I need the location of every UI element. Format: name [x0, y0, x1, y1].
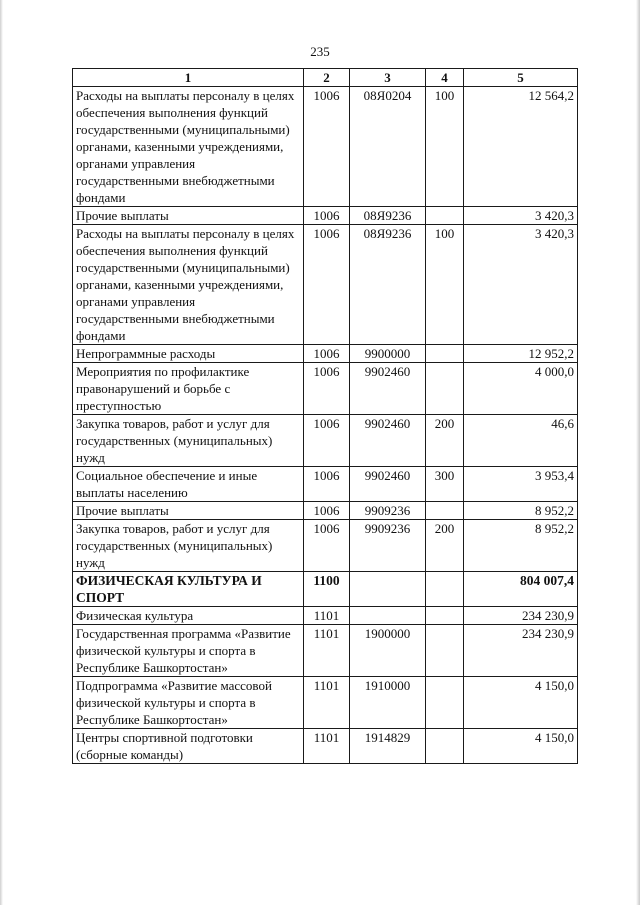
- row-amount-cell: 3 420,3: [464, 207, 578, 225]
- row-section-code-cell: 1006: [304, 225, 350, 345]
- scan-right-edge: [636, 0, 640, 905]
- budget-table: [72, 68, 578, 764]
- table-row: [73, 520, 578, 572]
- row-name-cell: Прочие выплаты: [73, 502, 304, 520]
- row-section-code-cell: 1006: [304, 502, 350, 520]
- row-expense-type-cell: [426, 625, 464, 677]
- row-amount-cell: 234 230,9: [464, 607, 578, 625]
- table-row: [73, 607, 578, 625]
- row-expense-type-cell: 200: [426, 415, 464, 467]
- row-expense-type-cell: 100: [426, 87, 464, 207]
- row-name-cell: ФИЗИЧЕСКАЯ КУЛЬТУРА И СПОРТ: [73, 572, 304, 607]
- row-section-code-cell: 1006: [304, 207, 350, 225]
- row-name-cell: Государственная программа «Развитие физической культуры и спорта в Республике Башкортостан»: [73, 625, 304, 677]
- row-name-cell: Подпрограмма «Развитие массовой физической культуры и спорта в Республике Башкортостан»: [73, 677, 304, 729]
- row-expense-type-cell: [426, 363, 464, 415]
- table-row: [73, 363, 578, 415]
- row-amount-cell: 4 000,0: [464, 363, 578, 415]
- row-amount-cell: 3 420,3: [464, 225, 578, 345]
- row-name-cell: Прочие выплаты: [73, 207, 304, 225]
- row-name-cell: Центры спортивной подготовки (сборные команды): [73, 729, 304, 764]
- row-target-code-cell: 9909236: [350, 502, 426, 520]
- row-expense-type-cell: [426, 345, 464, 363]
- table-header-row: [73, 69, 578, 87]
- table-row: [73, 502, 578, 520]
- table-body: [73, 87, 578, 764]
- header-col-1: 1: [73, 69, 304, 87]
- row-target-code-cell: 08Я9236: [350, 225, 426, 345]
- row-name-cell: Физическая культура: [73, 607, 304, 625]
- table-row: [73, 415, 578, 467]
- table-row: [73, 87, 578, 207]
- table-row: [73, 729, 578, 764]
- row-name-cell: Расходы на выплаты персоналу в целях обеспечения выполнения функций государственными (муниципальными) органами, казенными учреждениями, органами управления государственными внебюджетными фондами: [73, 87, 304, 207]
- row-target-code-cell: 9902460: [350, 467, 426, 502]
- table-row: [73, 572, 578, 607]
- row-target-code-cell: [350, 607, 426, 625]
- row-target-code-cell: 9902460: [350, 415, 426, 467]
- page-number: 235: [310, 44, 330, 59]
- table-row: [73, 467, 578, 502]
- row-target-code-cell: 1910000: [350, 677, 426, 729]
- row-expense-type-cell: [426, 572, 464, 607]
- row-section-code-cell: 1100: [304, 572, 350, 607]
- row-expense-type-cell: [426, 502, 464, 520]
- header-col-2: 2: [304, 69, 350, 87]
- row-section-code-cell: 1006: [304, 520, 350, 572]
- row-name-cell: Непрограммные расходы: [73, 345, 304, 363]
- row-name-cell: Мероприятия по профилактике правонарушений и борьбе с преступностью: [73, 363, 304, 415]
- table-row: [73, 207, 578, 225]
- row-name-cell: Закупка товаров, работ и услуг для государственных (муниципальных) нужд: [73, 520, 304, 572]
- row-target-code-cell: 9909236: [350, 520, 426, 572]
- row-section-code-cell: 1101: [304, 729, 350, 764]
- header-col-4: 4: [426, 69, 464, 87]
- row-amount-cell: 4 150,0: [464, 729, 578, 764]
- row-name-cell: Социальное обеспечение и иные выплаты населению: [73, 467, 304, 502]
- row-amount-cell: 4 150,0: [464, 677, 578, 729]
- row-target-code-cell: 9900000: [350, 345, 426, 363]
- scan-left-edge: [0, 0, 3, 905]
- row-section-code-cell: 1101: [304, 677, 350, 729]
- row-expense-type-cell: [426, 677, 464, 729]
- table-row: [73, 677, 578, 729]
- row-target-code-cell: 08Я0204: [350, 87, 426, 207]
- row-name-cell: Расходы на выплаты персоналу в целях обеспечения выполнения функций государственными (муниципальными) органами, казенными учреждениями, органами управления государственными внебюджетными фондами: [73, 225, 304, 345]
- row-amount-cell: 3 953,4: [464, 467, 578, 502]
- row-section-code-cell: 1006: [304, 467, 350, 502]
- header-col-5: 5: [464, 69, 578, 87]
- row-expense-type-cell: [426, 207, 464, 225]
- table-row: [73, 625, 578, 677]
- row-expense-type-cell: 200: [426, 520, 464, 572]
- row-target-code-cell: 1914829: [350, 729, 426, 764]
- row-amount-cell: 12 952,2: [464, 345, 578, 363]
- row-amount-cell: 8 952,2: [464, 502, 578, 520]
- header-col-3: 3: [350, 69, 426, 87]
- table-row: [73, 225, 578, 345]
- row-expense-type-cell: [426, 607, 464, 625]
- row-amount-cell: 12 564,2: [464, 87, 578, 207]
- row-section-code-cell: 1101: [304, 625, 350, 677]
- row-expense-type-cell: 300: [426, 467, 464, 502]
- row-section-code-cell: 1006: [304, 415, 350, 467]
- row-amount-cell: 804 007,4: [464, 572, 578, 607]
- row-target-code-cell: 1900000: [350, 625, 426, 677]
- row-target-code-cell: 9902460: [350, 363, 426, 415]
- row-amount-cell: 8 952,2: [464, 520, 578, 572]
- row-target-code-cell: [350, 572, 426, 607]
- row-expense-type-cell: 100: [426, 225, 464, 345]
- row-section-code-cell: 1006: [304, 87, 350, 207]
- row-expense-type-cell: [426, 729, 464, 764]
- row-amount-cell: 234 230,9: [464, 625, 578, 677]
- table-row: [73, 345, 578, 363]
- row-section-code-cell: 1006: [304, 345, 350, 363]
- row-name-cell: Закупка товаров, работ и услуг для государственных (муниципальных) нужд: [73, 415, 304, 467]
- row-section-code-cell: 1006: [304, 363, 350, 415]
- row-target-code-cell: 08Я9236: [350, 207, 426, 225]
- row-section-code-cell: 1101: [304, 607, 350, 625]
- row-amount-cell: 46,6: [464, 415, 578, 467]
